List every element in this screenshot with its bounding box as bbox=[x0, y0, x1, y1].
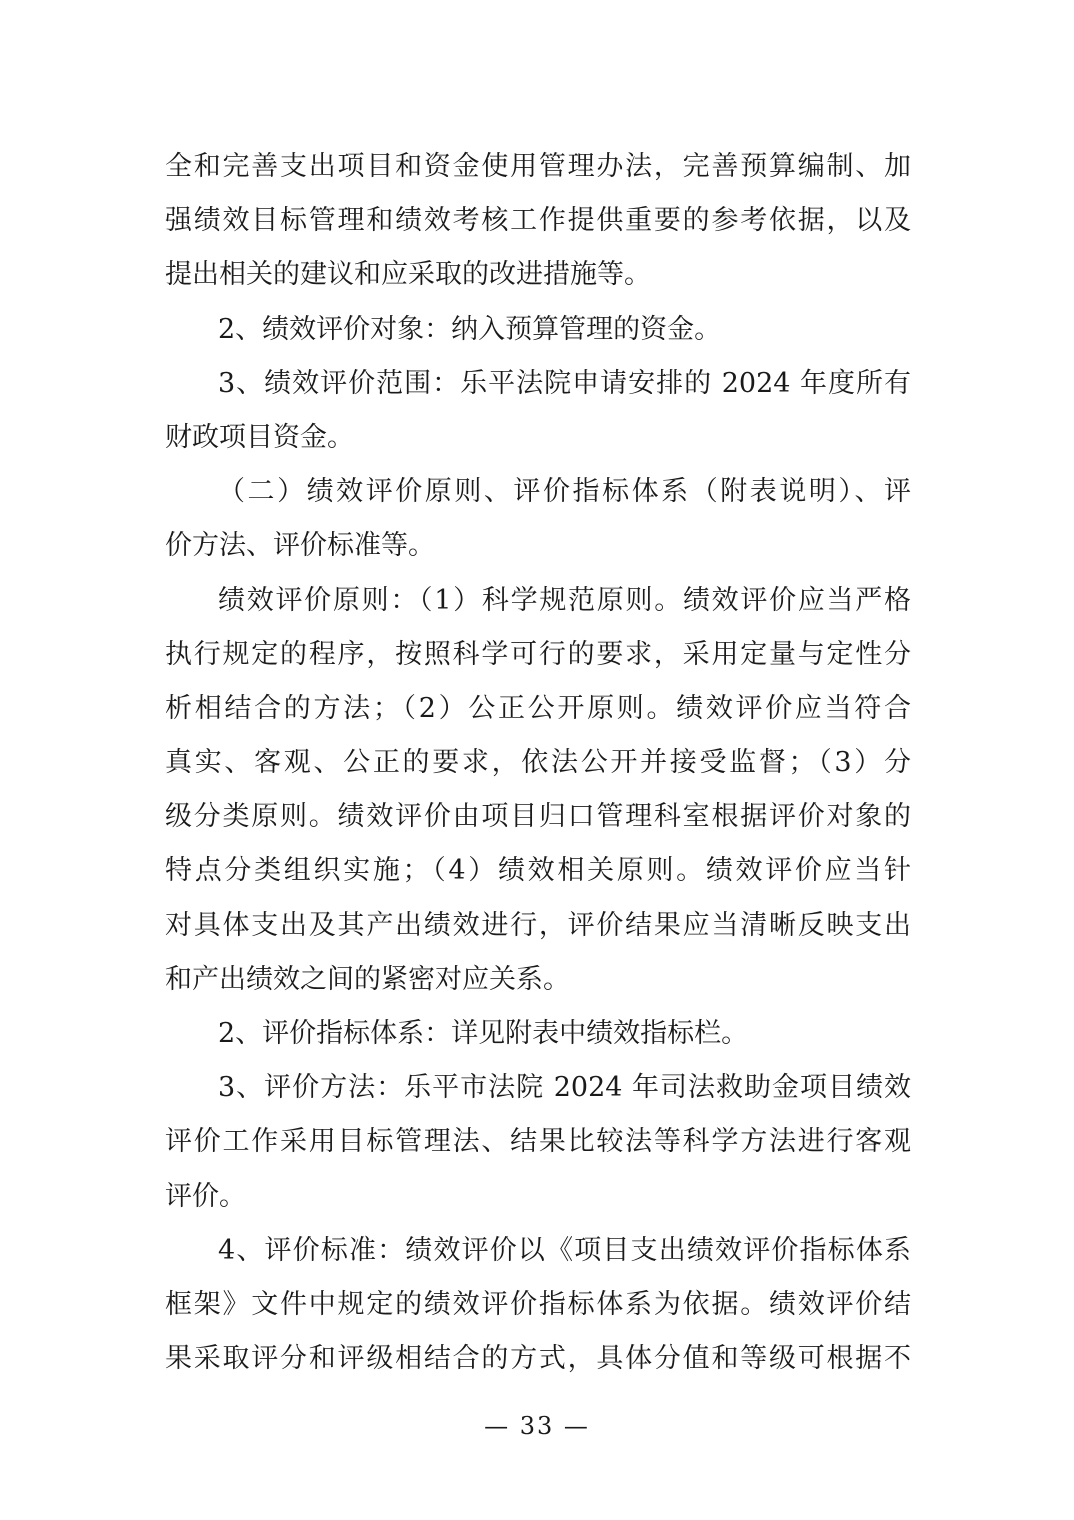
text-line: 真实、客观、公正的要求，依法公开并接受监督；（3）分 bbox=[165, 747, 911, 779]
text-line: 绩效评价原则：（1）科学规范原则。绩效评价应当严格 bbox=[218, 584, 911, 616]
text-line: 特点分类组织实施；（4）绩效相关原则。绩效评价应当针 bbox=[165, 855, 911, 887]
text-line: 评价。 bbox=[165, 1180, 246, 1212]
text-line: 果采取评分和评级相结合的方式，具体分值和等级可根据不 bbox=[165, 1343, 911, 1375]
text-line: 3、绩效评价范围：乐平法院申请安排的 2024 年度所有 bbox=[218, 367, 911, 399]
text-line: 全和完善支出项目和资金使用管理办法，完善预算编制、加 bbox=[165, 151, 911, 182]
text-line: 2、评价指标体系：详见附表中绩效指标栏。 bbox=[218, 1018, 749, 1049]
page-number: — 33 — bbox=[484, 1412, 590, 1440]
text-line: 2、绩效评价对象：纳入预算管理的资金。 bbox=[218, 313, 722, 345]
text-line: 价方法、评价标准等。 bbox=[165, 530, 435, 562]
text-line: 评价工作采用目标管理法、结果比较法等科学方法进行客观 bbox=[165, 1126, 911, 1158]
text-line: 执行规定的程序，按照科学可行的要求，采用定量与定性分 bbox=[165, 638, 911, 670]
text-line: 强绩效目标管理和绩效考核工作提供重要的参考依据，以及 bbox=[165, 205, 911, 237]
text-line: 提出相关的建议和应采取的改进措施等。 bbox=[165, 259, 651, 291]
text-line: （二）绩效评价原则、评价指标体系（附表说明）、评 bbox=[218, 476, 911, 508]
document-body bbox=[165, 140, 911, 1386]
text-line: 4、评价标准：绩效评价以《项目支出绩效评价指标体系 bbox=[218, 1234, 911, 1266]
text-line: 财政项目资金。 bbox=[165, 421, 354, 453]
text-line: 和产出绩效之间的紧密对应关系。 bbox=[165, 963, 570, 995]
text-line: 对具体支出及其产出绩效进行，评价结果应当清晰反映支出 bbox=[165, 909, 911, 941]
text-line: 3、评价方法：乐平市法院 2024 年司法救助金项目绩效 bbox=[218, 1072, 911, 1104]
text-line: 级分类原则。绩效评价由项目归口管理科室根据评价对象的 bbox=[165, 801, 911, 833]
text-line: 析相结合的方法；（2）公正公开原则。绩效评价应当符合 bbox=[165, 692, 911, 724]
text-line: 框架》文件中规定的绩效评价指标体系为依据。绩效评价结 bbox=[165, 1288, 911, 1320]
